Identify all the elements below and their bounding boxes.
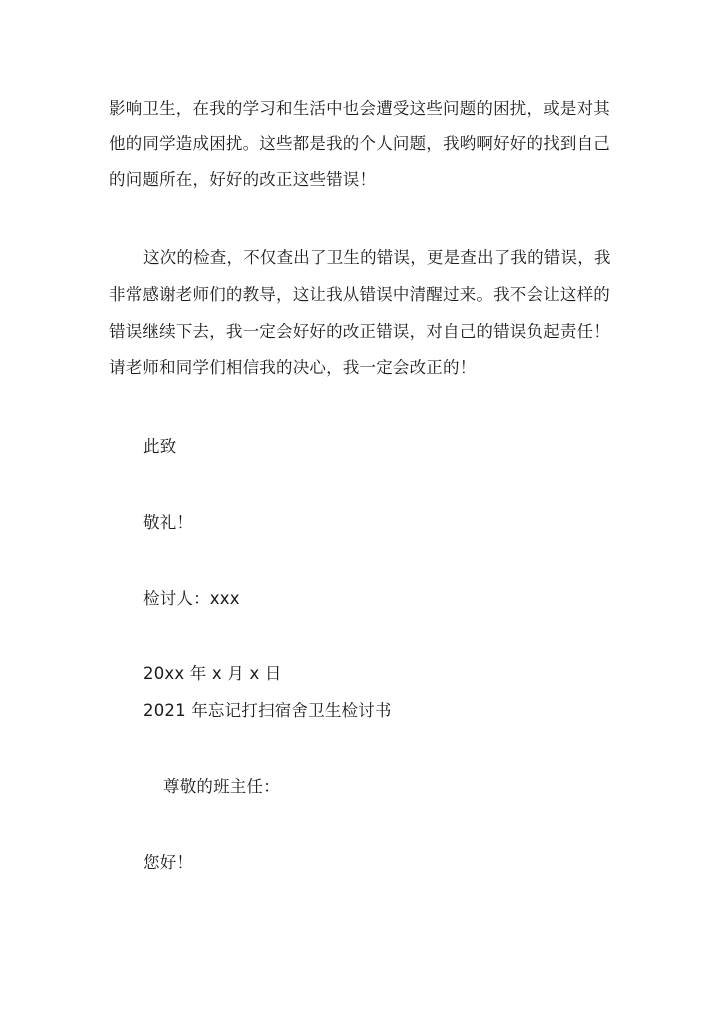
signature-line: 检讨人：xxx: [143, 589, 240, 608]
paragraph-1-line-1: 影响卫生，在我的学习和生活中也会遭受这些问题的困扰，或是对其: [109, 99, 610, 118]
date-line: 20xx 年 x 月 x 日: [143, 664, 282, 683]
closing-line-1: 此致: [143, 437, 177, 456]
greeting-line: 您好！: [143, 853, 194, 872]
next-document-title: 2021 年忘记打扫宿舍卫生检讨书: [143, 701, 392, 720]
paragraph-2-line-1: 这次的检查，不仅查出了卫生的错误，更是查出了我的错误，我: [143, 248, 611, 267]
paragraph-2-line-4: 请老师和同学们相信我的决心，我一定会改正的！: [109, 358, 477, 377]
paragraph-2-line-3: 错误继续下去，我一定会好好的改正错误，对自己的错误负起责任！: [109, 322, 610, 341]
paragraph-1-line-3: 的问题所在，好好的改正这些错误！: [109, 170, 377, 189]
paragraph-1-line-2: 他的同学造成困扰。这些都是我的个人问题，我哟啊好好的找到自己: [109, 134, 610, 153]
salutation-line: 尊敬的班主任：: [163, 777, 280, 796]
paragraph-2-line-2: 非常感谢老师们的教导，这让我从错误中清醒过来。我不会让这样的: [109, 285, 610, 304]
closing-line-2: 敬礼！: [143, 513, 194, 532]
